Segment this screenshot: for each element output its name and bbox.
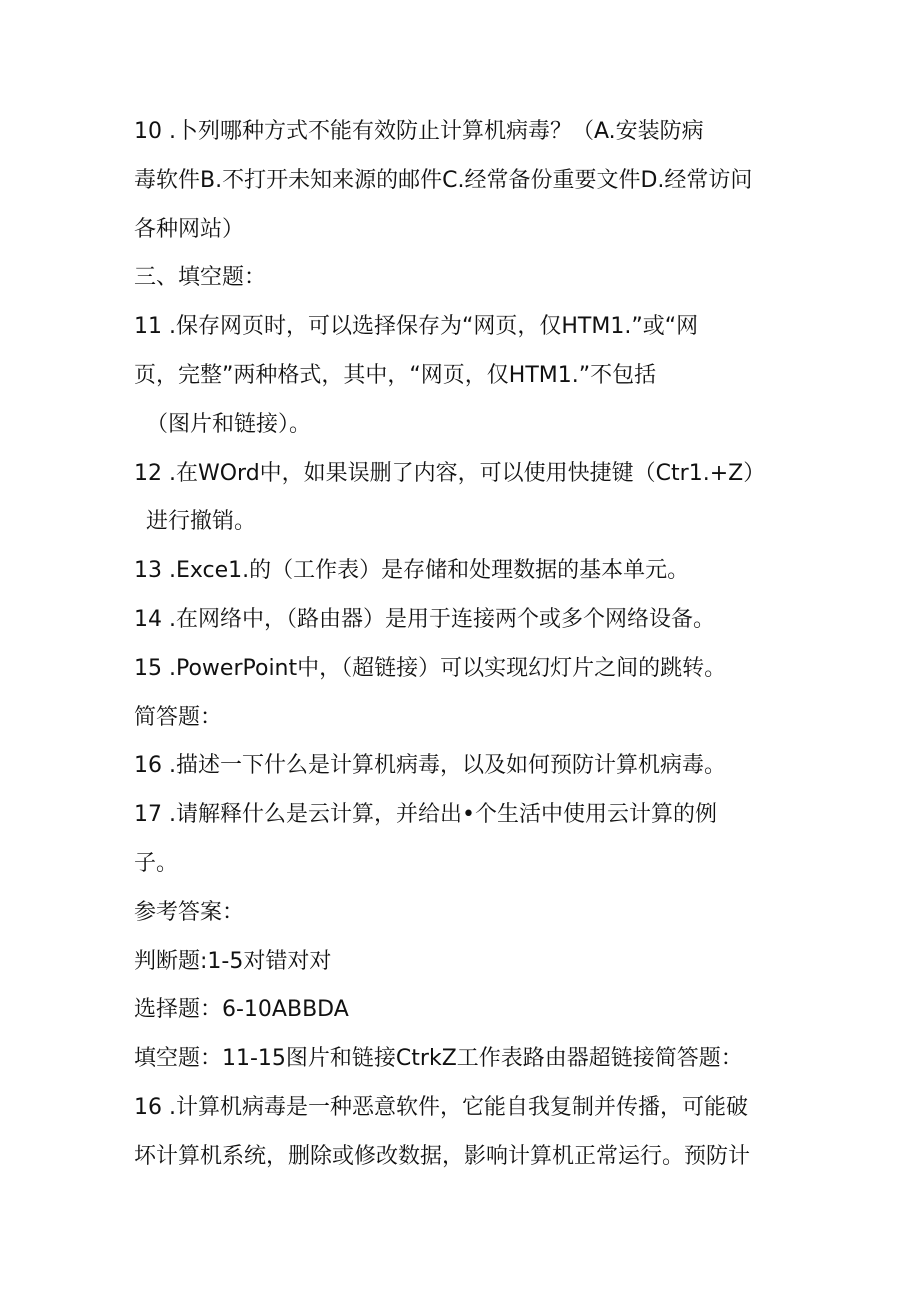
question-12-line-2: 进行撤销。 — [146, 509, 257, 535]
question-17-line-2: 子。 — [134, 850, 179, 876]
answer-fill-in: 填空题：11-15图片和链接CtrkZ工作表路由器超链接简答题： — [134, 1046, 743, 1072]
question-11-line-3: （图片和链接）。 — [146, 411, 312, 437]
question-11-line-2: 页，完整”两种格式，其中，“网页，仅HTM1.”不包括 — [134, 362, 657, 388]
question-13: 13 .Exce1.的（工作表）是存储和处理数据的基本单元。 — [134, 558, 690, 584]
question-10-line-1: 10 .卜列哪种方式不能有效防止计算机病毒？（A.安装防病 — [134, 119, 704, 144]
document-body — [134, 108, 794, 1182]
question-15: 15 .PowerPoint中，（超链接）可以实现幻灯片之间的跳转。 — [134, 655, 727, 681]
question-16: 16 .描述一下什么是计算机病毒，以及如何预防计算机病毒。 — [134, 753, 726, 779]
section-heading-fill-in: 三、填空题： — [134, 265, 267, 291]
question-11-line-1: 11 .保存网页时，可以选择保存为“网页，仅HTM1.”或“网 — [134, 314, 699, 340]
question-14: 14 .在网络中，（路由器）是用于连接两个或多个网络设备。 — [134, 606, 715, 632]
question-12-line-1: 12 .在WOrd中，如果误删了内容，可以使用快捷键（Ctr1.+Z） — [134, 460, 766, 486]
answer-true-false: 判断题:1-5对错对对 — [134, 948, 332, 974]
section-heading-answers: 参考答案： — [134, 899, 245, 925]
question-17-line-1: 17 .请解释什么是云计算，并给出•个生活中使用云计算的例 — [134, 802, 717, 828]
section-heading-short-answer: 简答题： — [134, 704, 223, 730]
answer-16-line-2: 坏计算机系统，删除或修改数据，影响计算机正常运行。预防计 — [134, 1143, 751, 1169]
answer-multiple-choice: 选择题：6-10ABBDA — [134, 997, 349, 1023]
question-10-line-2: 毒软件B.不打开未知来源的邮件C.经常备份重要文件D.经常访问 — [134, 167, 753, 193]
answer-16-line-1: 16 .计算机病毒是一种恶意软件，它能自我复制并传播，可能破 — [134, 1094, 748, 1120]
question-10-line-3: 各种网站） — [134, 216, 245, 242]
